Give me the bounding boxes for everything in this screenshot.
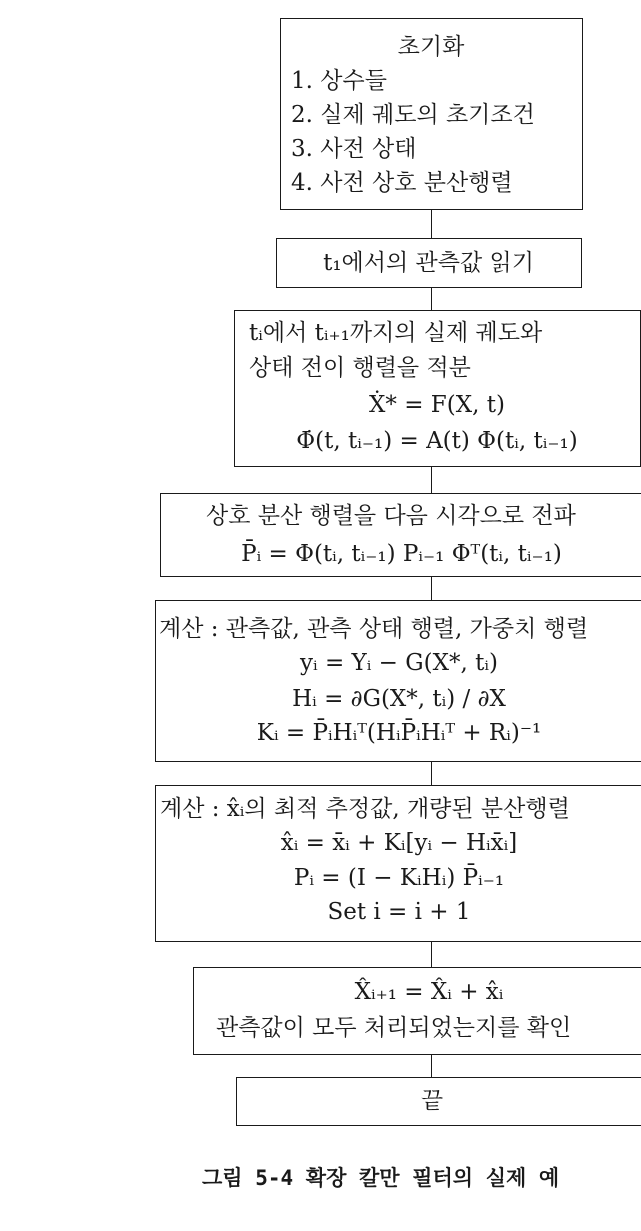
stm-equation: Φ̇(t, tᵢ₋₁) = A(t) Φ(tᵢ, tᵢ₋₁) (296, 428, 578, 454)
end-text: 끝 (420, 1088, 444, 1114)
cov-equation: P̄ᵢ = Φ(tᵢ, tᵢ₋₁) Pᵢ₋₁ Φᵀ(tᵢ, tᵢ₋₁) (241, 541, 562, 567)
integrate-text: 상태 전이 행렬을 적분 (249, 355, 471, 381)
end-box (236, 1077, 641, 1126)
gain-equation: Kᵢ = P̄ᵢHᵢᵀ(HᵢP̄ᵢHᵢᵀ + Rᵢ)⁻¹ (256, 720, 542, 746)
compute-est-text: 계산 : x̂ᵢ의 최적 추정값, 개량된 분산행렬 (160, 796, 570, 822)
estimate-equation: x̂ᵢ = x̄ᵢ + Kᵢ[yᵢ − Hᵢx̄ᵢ] (280, 830, 518, 856)
init-item: 1. 상수들 (291, 68, 387, 94)
connector (431, 288, 432, 310)
compute-est-box (155, 785, 641, 942)
check-text: 관측값이 모두 처리되었는지를 확인 (216, 1015, 572, 1041)
compute-obs-box (155, 600, 641, 762)
h-matrix-equation: Hᵢ = ∂G(X*, tᵢ) / ∂X (292, 686, 506, 712)
caption-text: 그림 5-4 확장 칼만 필터의 실제 예 (202, 1166, 560, 1190)
init-item: 3. 사전 상태 (291, 136, 417, 162)
propagate-cov-box (160, 493, 641, 577)
connector (431, 467, 432, 493)
init-box (280, 18, 583, 210)
read-obs-text: t₁에서의 관측값 읽기 (323, 250, 534, 276)
state-equation: Ẋ* = F(X, t) (369, 392, 505, 418)
integrate-box (234, 310, 641, 467)
init-item: 4. 사전 상호 분산행렬 (291, 170, 513, 196)
residual-equation: yᵢ = Yᵢ − G(X*, tᵢ) (300, 650, 498, 676)
connector (431, 942, 432, 967)
state-update-equation: X̂ᵢ₊₁ = X̂ᵢ + x̂ᵢ (354, 979, 504, 1005)
init-title: 초기화 (397, 34, 465, 60)
connector (431, 577, 432, 600)
read-obs-box (276, 238, 582, 288)
integrate-text: tᵢ에서 tᵢ₊₁까지의 실제 궤도와 (249, 320, 543, 346)
connector (431, 762, 432, 785)
cov-update-equation: Pᵢ = (I − KᵢHᵢ) P̄ᵢ₋₁ (293, 865, 505, 891)
compute-obs-text: 계산 : 관측값, 관측 상태 행렬, 가중치 행렬 (159, 616, 589, 642)
init-item: 2. 실제 궤도의 초기조건 (291, 102, 535, 128)
propagate-cov-text: 상호 분산 행렬을 다음 시각으로 전파 (206, 503, 576, 529)
connector (431, 1055, 432, 1077)
connector (431, 210, 432, 238)
increment-statement: Set i = i + 1 (327, 899, 471, 925)
update-box (193, 967, 641, 1055)
